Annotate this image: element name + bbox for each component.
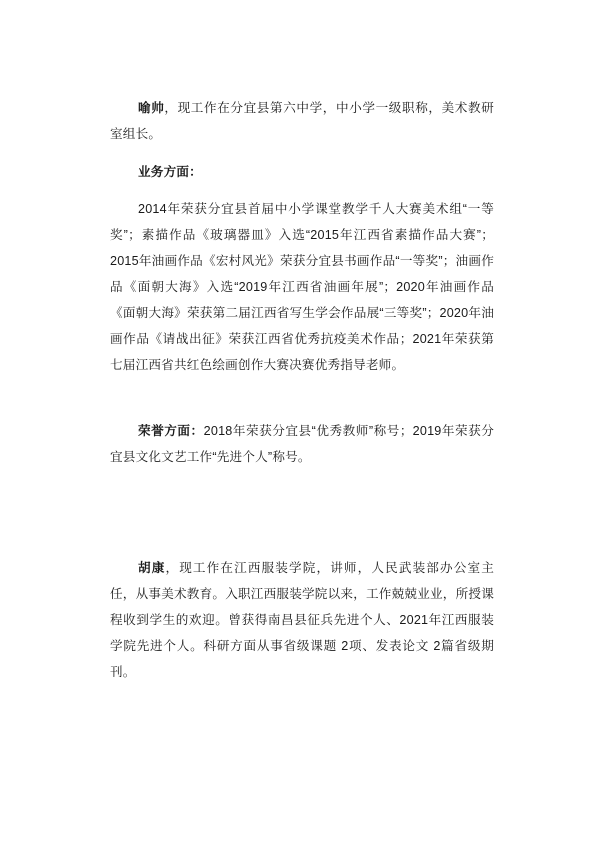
profile-1-intro-text: ，现工作在分宜县第六中学，中小学一级职称，美术教研室组长。 xyxy=(110,101,494,141)
profile-1-name: 喻帅 xyxy=(138,101,165,115)
profile-2-intro-text: ，现工作在江西服装学院，讲师，人民武装部办公室主任，从事美术教育。入职江西服装学院以来，工作兢兢业业，所授课程收到学生的欢迎。曾获得南昌县征兵先进个人、2021年江西服装学院先进个人。科研方面从事省级课题 2项、发表论文 2篇省级期刊。 xyxy=(110,561,494,679)
honor-text: 2018年荣获分宜县“优秀教师”称号；2019年荣获分宜县文化文艺工作“先进个人”称号。 xyxy=(110,424,495,464)
profile-1-intro xyxy=(110,95,494,147)
profile-1-honor xyxy=(110,418,494,470)
honor-heading: 荣誉方面： xyxy=(138,424,204,438)
profile-2-name: 胡康 xyxy=(138,561,166,575)
business-text: 2014年荣获分宜县首届中小学课堂教学千人大赛美术组“一等奖”；素描作品《玻璃器皿》入选“2015年江西省素描作品大赛”；2015年油画作品《宏村风光》荣获分宜县书画作品“一等奖”；油画作品《面朝大海》入选“2019年江西省油画年展”；2020年油画作品《面朝大海》荣获第二届江西省写生学会作品展“三等奖”；2020年油画作品《请战出征》荣获江西省优秀抗疫美术作品；2021年荣获第七届江西省共红色绘画创作大赛决赛优秀指导老师。 xyxy=(110,202,494,372)
profile-2-intro xyxy=(110,555,494,685)
business-heading: 业务方面： xyxy=(138,165,202,179)
